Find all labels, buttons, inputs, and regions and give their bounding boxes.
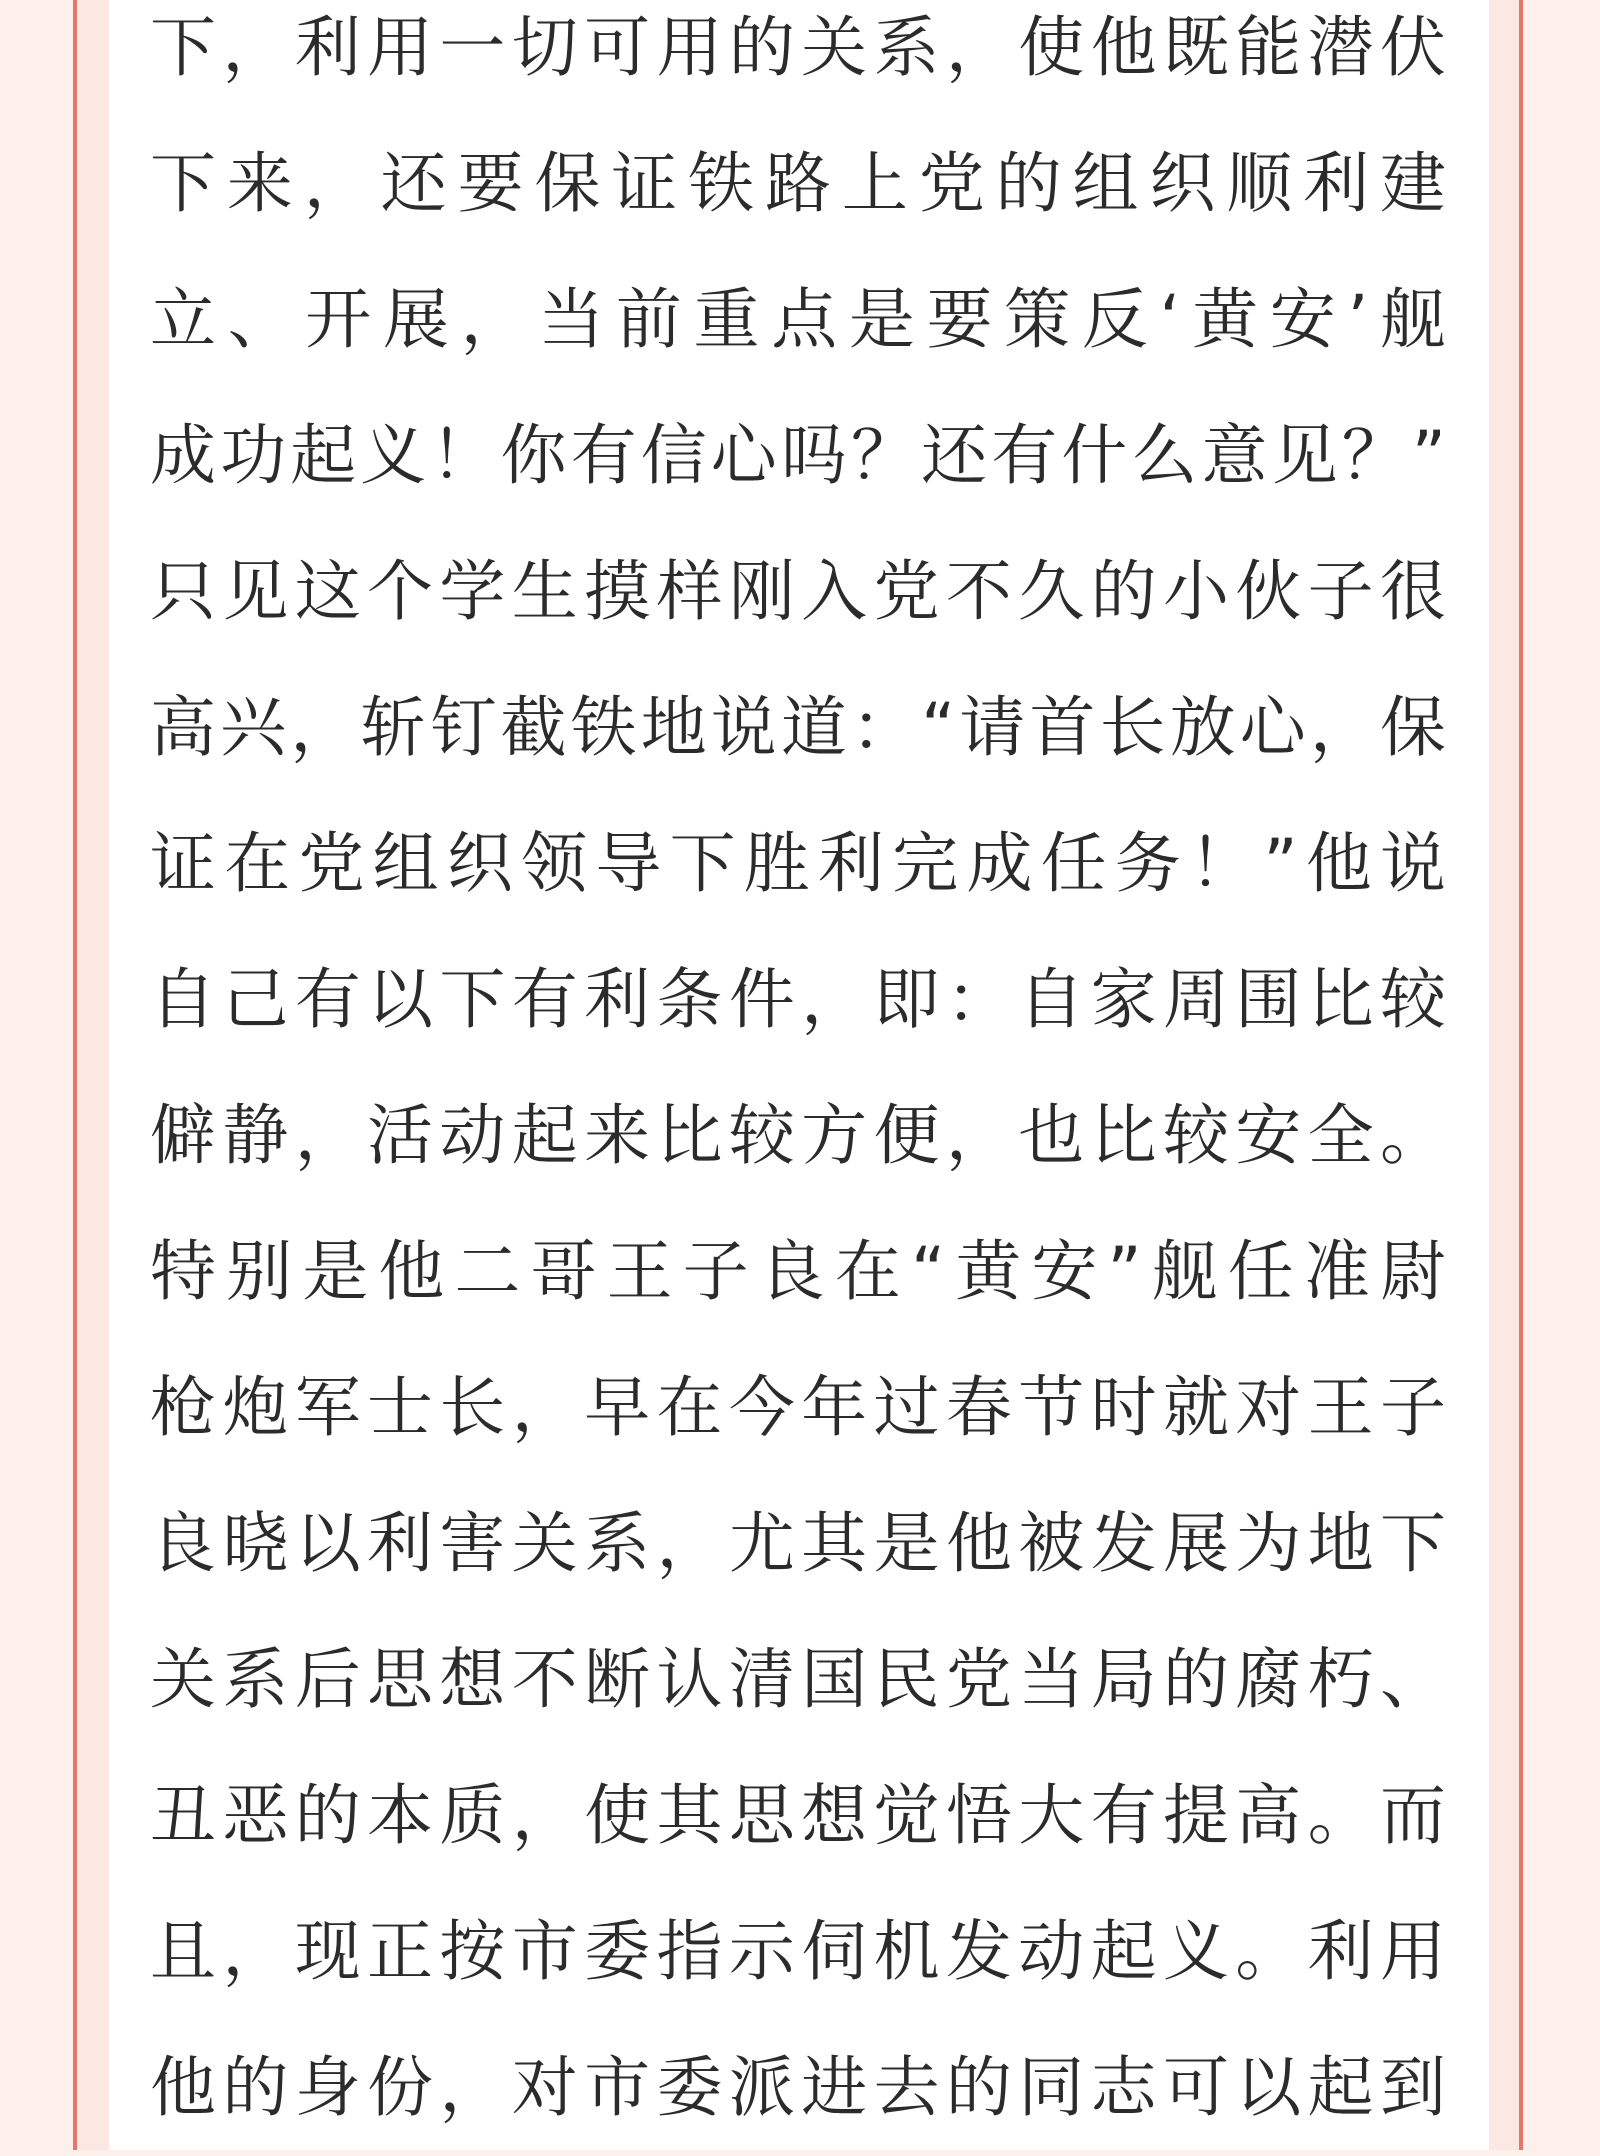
- article-line: 高兴，斩钉截铁地说道：“请首长放心，保: [150, 689, 1450, 766]
- article-body: [150, 0, 1450, 2156]
- article-line: 特别是他二哥王子良在“黄安”舰任准尉: [150, 1233, 1450, 1310]
- article-line: 下来，还要保证铁路上党的组织顺利建: [150, 145, 1450, 222]
- article-line: 自己有以下有利条件，即：自家周围比较: [150, 961, 1450, 1038]
- article-line: 只见这个学生摸样刚入党不久的小伙子很: [150, 553, 1450, 630]
- article-line: 僻静，活动起来比较方便，也比较安全。: [150, 1097, 1450, 1174]
- article-line: 下，利用一切可用的关系，使他既能潜伏: [150, 9, 1450, 86]
- article-line: 证在党组织领导下胜利完成任务！”他说: [150, 825, 1450, 902]
- article-line: 他的身份，对市委派进去的同志可以起到: [150, 2049, 1450, 2126]
- article-line: 且，现正按市委指示伺机发动起义。利用: [150, 1913, 1450, 1990]
- article-line: 立、开展，当前重点是要策反‘黄安’舰: [150, 281, 1450, 358]
- article-line: 成功起义！你有信心吗？还有什么意见？”: [150, 417, 1450, 494]
- article-line: 关系后思想不断认清国民党当局的腐朽、: [150, 1641, 1450, 1718]
- article-line: 枪炮军士长，早在今年过春节时就对王子: [150, 1369, 1450, 1446]
- article-line: 丑恶的本质，使其思想觉悟大有提高。而: [150, 1777, 1450, 1854]
- article-line: 良晓以利害关系，尤其是他被发展为地下: [150, 1505, 1450, 1582]
